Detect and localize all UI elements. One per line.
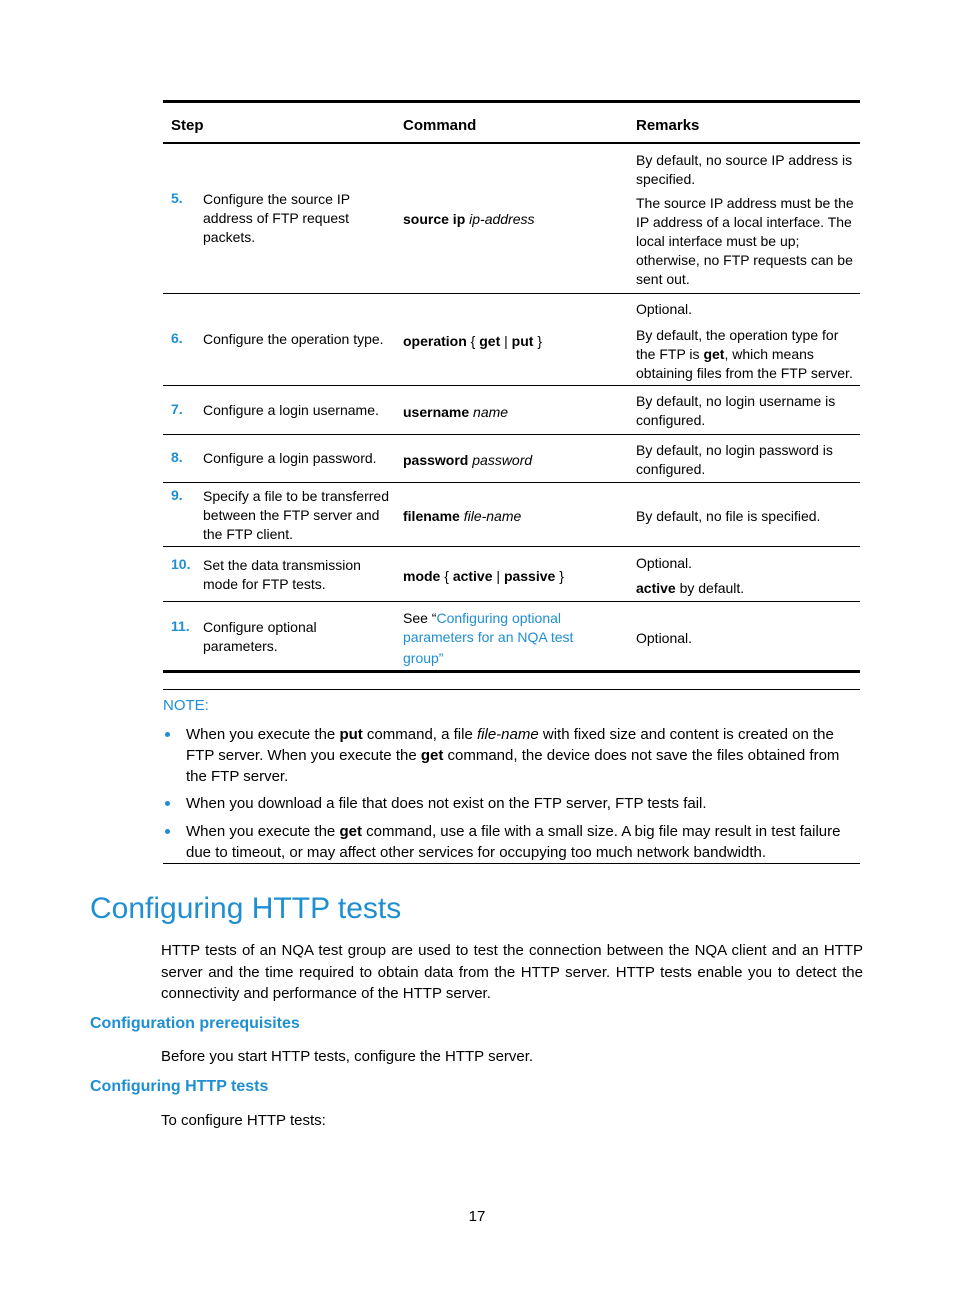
remarks-cell: By default, no login username is configured. (636, 393, 836, 428)
step-number: 8. (171, 449, 183, 465)
subsection-text: To configure HTTP tests: (161, 1112, 326, 1129)
note-bottom-rule (163, 863, 860, 864)
subsection-title: Configuration prerequisites (90, 1015, 300, 1032)
step-number: 7. (171, 401, 183, 417)
remarks-cell: By default, no source IP address is specified. The source IP address must be the IP address of a local interface. The local interface must be up; otherwise, no FTP requests can be sent out. (636, 152, 854, 287)
step-description: Configure the operation type. (203, 331, 384, 347)
header-remarks: Remarks (636, 117, 700, 134)
subsection-title: Configuring HTTP tests (90, 1078, 269, 1095)
header-command: Command (403, 117, 477, 134)
note-item: When you execute the put command, a file file-name with fixed size and content is created on the FTP server. When you execute the get command, the device does not save the files obtained from the FTP server. (186, 726, 840, 785)
step-number: 6. (171, 330, 183, 346)
bullet-icon (165, 732, 170, 737)
command-cell: mode { active | passive } (403, 568, 564, 584)
step-description: Configure the source IP address of FTP request packets. (203, 191, 351, 245)
command-cell: See “Configuring optional parameters for an NQA test group” (403, 610, 574, 666)
row-divider (163, 385, 860, 386)
row-divider (163, 546, 860, 547)
page-number: 17 (468, 1208, 486, 1225)
step-description: Specify a file to be transferred between the FTP server and the FTP client. (203, 488, 389, 542)
table-top-rule (163, 100, 860, 103)
row-divider (163, 482, 860, 483)
section-intro: HTTP tests of an NQA test group are used to test the connection between the NQA client and an HTTP server and the time required to obtain data from the HTTP server. HTTP tests enable you to detect the connectivity and performance of the HTTP server. (161, 942, 863, 1002)
bullet-icon (165, 801, 170, 806)
row-divider (163, 434, 860, 435)
remarks-cell: Optional. (636, 630, 693, 646)
subsection-text: Before you start HTTP tests, configure the HTTP server. (161, 1048, 534, 1065)
step-number: 9. (171, 487, 183, 503)
remarks-cell: Optional. active by default. (636, 555, 745, 596)
step-description: Configure a login password. (203, 450, 377, 466)
row-divider (163, 601, 860, 602)
remarks-cell: Optional. By default, the operation type for the FTP is get, which means obtaining files from the FTP server. (636, 301, 853, 381)
table-header-rule (163, 142, 860, 144)
command-cell: filename file-name (403, 508, 522, 524)
remarks-cell: By default, no file is specified. (636, 508, 821, 524)
step-number: 11. (171, 618, 190, 634)
cross-reference-link[interactable]: Configuring optional (436, 610, 561, 626)
step-description: Configure optional parameters. (203, 619, 317, 654)
note-item: When you execute the get command, use a file with a small size. A big file may result in test failure due to timeout, or may affect other services for occupying too much network bandwidth. (186, 823, 841, 861)
step-description: Set the data transmission mode for FTP tests. (203, 557, 361, 592)
remarks-cell: By default, no login password is configured. (636, 442, 833, 477)
bullet-icon (165, 829, 170, 834)
step-number: 10. (171, 556, 191, 572)
command-cell: operation { get | put } (403, 333, 543, 349)
note-item: When you download a file that does not exist on the FTP server, FTP tests fail. (186, 795, 707, 812)
section-title: Configuring HTTP tests (90, 892, 402, 925)
step-number: 5. (171, 190, 183, 206)
step-description: Configure a login username. (203, 402, 379, 418)
command-cell: username name (403, 404, 509, 420)
row-divider (163, 293, 860, 294)
table-bottom-rule (163, 670, 860, 673)
note-title: NOTE: (163, 697, 209, 714)
cross-reference-link[interactable]: parameters for an NQA test (403, 629, 574, 645)
header-step: Step (171, 117, 204, 134)
command-cell: source ip ip-address (403, 211, 535, 227)
cross-reference-link[interactable]: group” (403, 650, 444, 666)
note-top-rule (163, 689, 860, 690)
command-cell: password password (403, 452, 533, 468)
